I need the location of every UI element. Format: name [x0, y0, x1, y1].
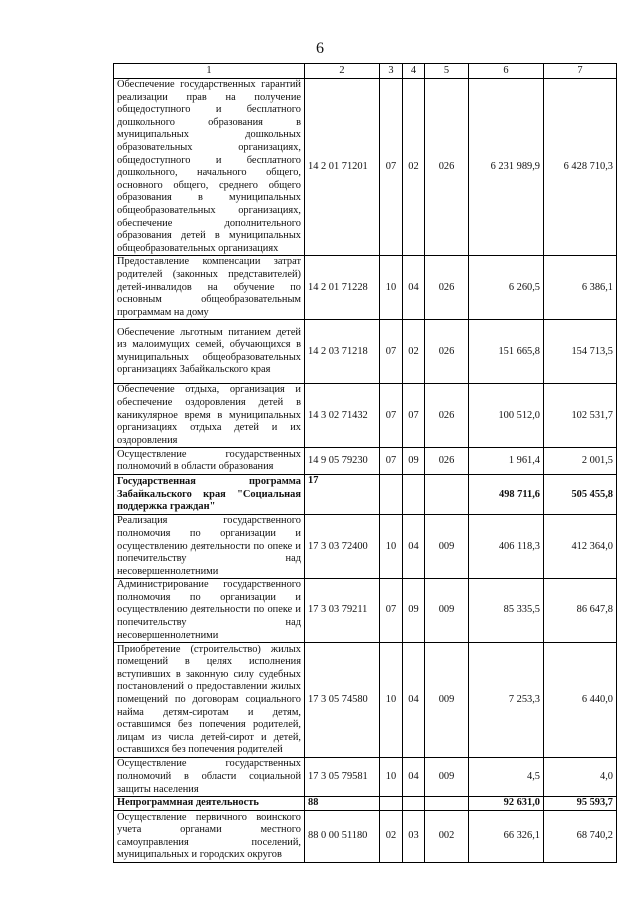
row-admin-code: 009 — [425, 643, 469, 758]
row-name: Приобретение (строительство) жилых помещений в целях исполнения вступивших в законную силу судебных постановлений о предоставлении жилых помещений по договорам социального найма детям-сиротам и детям, оставшимся без попечения родителей, лицам из числа детей-сирот и детей, оставшихся без попечения родителей — [114, 643, 305, 758]
row-admin-code: 009 — [425, 758, 469, 797]
row-amount-1: 1 961,4 — [469, 448, 544, 475]
row-amount-1: 85 335,5 — [469, 579, 544, 643]
row-admin-code: 026 — [425, 384, 469, 448]
row-name: Обеспечение льготным питанием детей из малоимущих семей, обучающихся в муниципальных общеобразовательных организациях Забайкальского края — [114, 320, 305, 384]
row-section: 07 — [380, 448, 403, 475]
row-subsection: 04 — [403, 758, 425, 797]
column-header: 6 — [469, 64, 544, 79]
row-section: 10 — [380, 758, 403, 797]
row-subsection: 03 — [403, 811, 425, 863]
row-section: 10 — [380, 643, 403, 758]
row-name: Реализация государственного полномочия по организации и осуществлению деятельности по опеке и попечительству над несовершеннолетними — [114, 515, 305, 579]
row-amount-2: 86 647,8 — [544, 579, 617, 643]
row-admin-code: 026 — [425, 79, 469, 256]
row-section — [380, 475, 403, 515]
table-row — [114, 811, 617, 863]
row-amount-2: 6 428 710,3 — [544, 79, 617, 256]
column-header: 4 — [403, 64, 425, 79]
row-code: 17 3 03 72400 — [305, 515, 380, 579]
row-subsection: 04 — [403, 643, 425, 758]
table-row — [114, 448, 617, 475]
row-name: Осуществление государственных полномочий в области социальной защиты населения — [114, 758, 305, 797]
budget-table — [113, 63, 617, 863]
row-amount-1: 498 711,6 — [469, 475, 544, 515]
row-amount-1: 6 231 989,9 — [469, 79, 544, 256]
row-subsection — [403, 475, 425, 515]
row-amount-1: 7 253,3 — [469, 643, 544, 758]
table-header-row — [114, 64, 617, 79]
table-row — [114, 515, 617, 579]
row-amount-2: 154 713,5 — [544, 320, 617, 384]
row-code: 14 2 01 71228 — [305, 256, 380, 320]
table-row — [114, 320, 617, 384]
table-row — [114, 384, 617, 448]
row-amount-2: 6 386,1 — [544, 256, 617, 320]
row-amount-2: 102 531,7 — [544, 384, 617, 448]
row-subsection: 02 — [403, 79, 425, 256]
row-admin-code: 026 — [425, 256, 469, 320]
row-amount-2: 4,0 — [544, 758, 617, 797]
row-code: 88 — [305, 797, 380, 811]
table-row — [114, 758, 617, 797]
row-code: 14 2 01 71201 — [305, 79, 380, 256]
table-row-program — [114, 797, 617, 811]
row-code: 14 9 05 79230 — [305, 448, 380, 475]
row-subsection — [403, 797, 425, 811]
row-amount-2: 68 740,2 — [544, 811, 617, 863]
column-header: 1 — [114, 64, 305, 79]
row-amount-2: 505 455,8 — [544, 475, 617, 515]
row-code: 88 0 00 51180 — [305, 811, 380, 863]
row-section: 10 — [380, 256, 403, 320]
table-row — [114, 643, 617, 758]
row-code: 14 2 03 71218 — [305, 320, 380, 384]
row-admin-code: 026 — [425, 320, 469, 384]
row-amount-2: 412 364,0 — [544, 515, 617, 579]
row-subsection: 02 — [403, 320, 425, 384]
row-section: 07 — [380, 579, 403, 643]
column-header: 2 — [305, 64, 380, 79]
row-name: Администрирование государственного полномочия по организации и осуществлению деятельности по опеке и попечительству над несовершеннолетними — [114, 579, 305, 643]
table-row — [114, 256, 617, 320]
row-code: 14 3 02 71432 — [305, 384, 380, 448]
row-section: 02 — [380, 811, 403, 863]
column-header: 3 — [380, 64, 403, 79]
column-header: 7 — [544, 64, 617, 79]
table-row — [114, 579, 617, 643]
row-name: Обеспечение отдыха, организация и обеспечение оздоровления детей в каникулярное время в муниципальных организациях отдыха детей и их оздоровления — [114, 384, 305, 448]
row-subsection: 04 — [403, 515, 425, 579]
row-amount-1: 6 260,5 — [469, 256, 544, 320]
row-name: Обеспечение государственных гарантий реализации прав на получение общедоступного и бесплатного дошкольного образования в муниципальных дошкольных образовательных организациях, общедоступного и бесплатного дошкольного, начального общего, основного общего, среднего общего образования в муниципальных общеобразовательных организациях, обеспечение дополнительного образования детей в муниципальных общеобразовательных организациях — [114, 79, 305, 256]
row-admin-code — [425, 475, 469, 515]
row-admin-code — [425, 797, 469, 811]
row-section — [380, 797, 403, 811]
row-subsection: 04 — [403, 256, 425, 320]
row-subsection: 09 — [403, 579, 425, 643]
row-amount-1: 406 118,3 — [469, 515, 544, 579]
row-amount-1: 100 512,0 — [469, 384, 544, 448]
row-name: Государственная программа Забайкальского края "Социальная поддержка граждан" — [114, 475, 305, 515]
row-code: 17 3 05 74580 — [305, 643, 380, 758]
row-section: 07 — [380, 320, 403, 384]
page-number: 6 — [316, 40, 324, 57]
row-section: 10 — [380, 515, 403, 579]
row-amount-2: 95 593,7 — [544, 797, 617, 811]
row-code: 17 — [305, 475, 380, 515]
row-section: 07 — [380, 384, 403, 448]
table-row-program — [114, 475, 617, 515]
row-admin-code: 026 — [425, 448, 469, 475]
column-header: 5 — [425, 64, 469, 79]
row-amount-2: 2 001,5 — [544, 448, 617, 475]
row-subsection: 07 — [403, 384, 425, 448]
row-name: Осуществление первичного воинского учета органами местного самоуправления поселений, муниципальных и городских округов — [114, 811, 305, 863]
row-amount-1: 92 631,0 — [469, 797, 544, 811]
row-name: Предоставление компенсации затрат родителей (законных представителей) детей-инвалидов на обучение по основным общеобразовательным программам на дому — [114, 256, 305, 320]
row-subsection: 09 — [403, 448, 425, 475]
row-amount-2: 6 440,0 — [544, 643, 617, 758]
row-code: 17 3 03 79211 — [305, 579, 380, 643]
table-row — [114, 79, 617, 256]
row-admin-code: 002 — [425, 811, 469, 863]
row-amount-1: 4,5 — [469, 758, 544, 797]
row-section: 07 — [380, 79, 403, 256]
row-name: Осуществление государственных полномочий в области образования — [114, 448, 305, 475]
row-amount-1: 151 665,8 — [469, 320, 544, 384]
row-amount-1: 66 326,1 — [469, 811, 544, 863]
row-admin-code: 009 — [425, 579, 469, 643]
row-name: Непрограммная деятельность — [114, 797, 305, 811]
row-code: 17 3 05 79581 — [305, 758, 380, 797]
row-admin-code: 009 — [425, 515, 469, 579]
